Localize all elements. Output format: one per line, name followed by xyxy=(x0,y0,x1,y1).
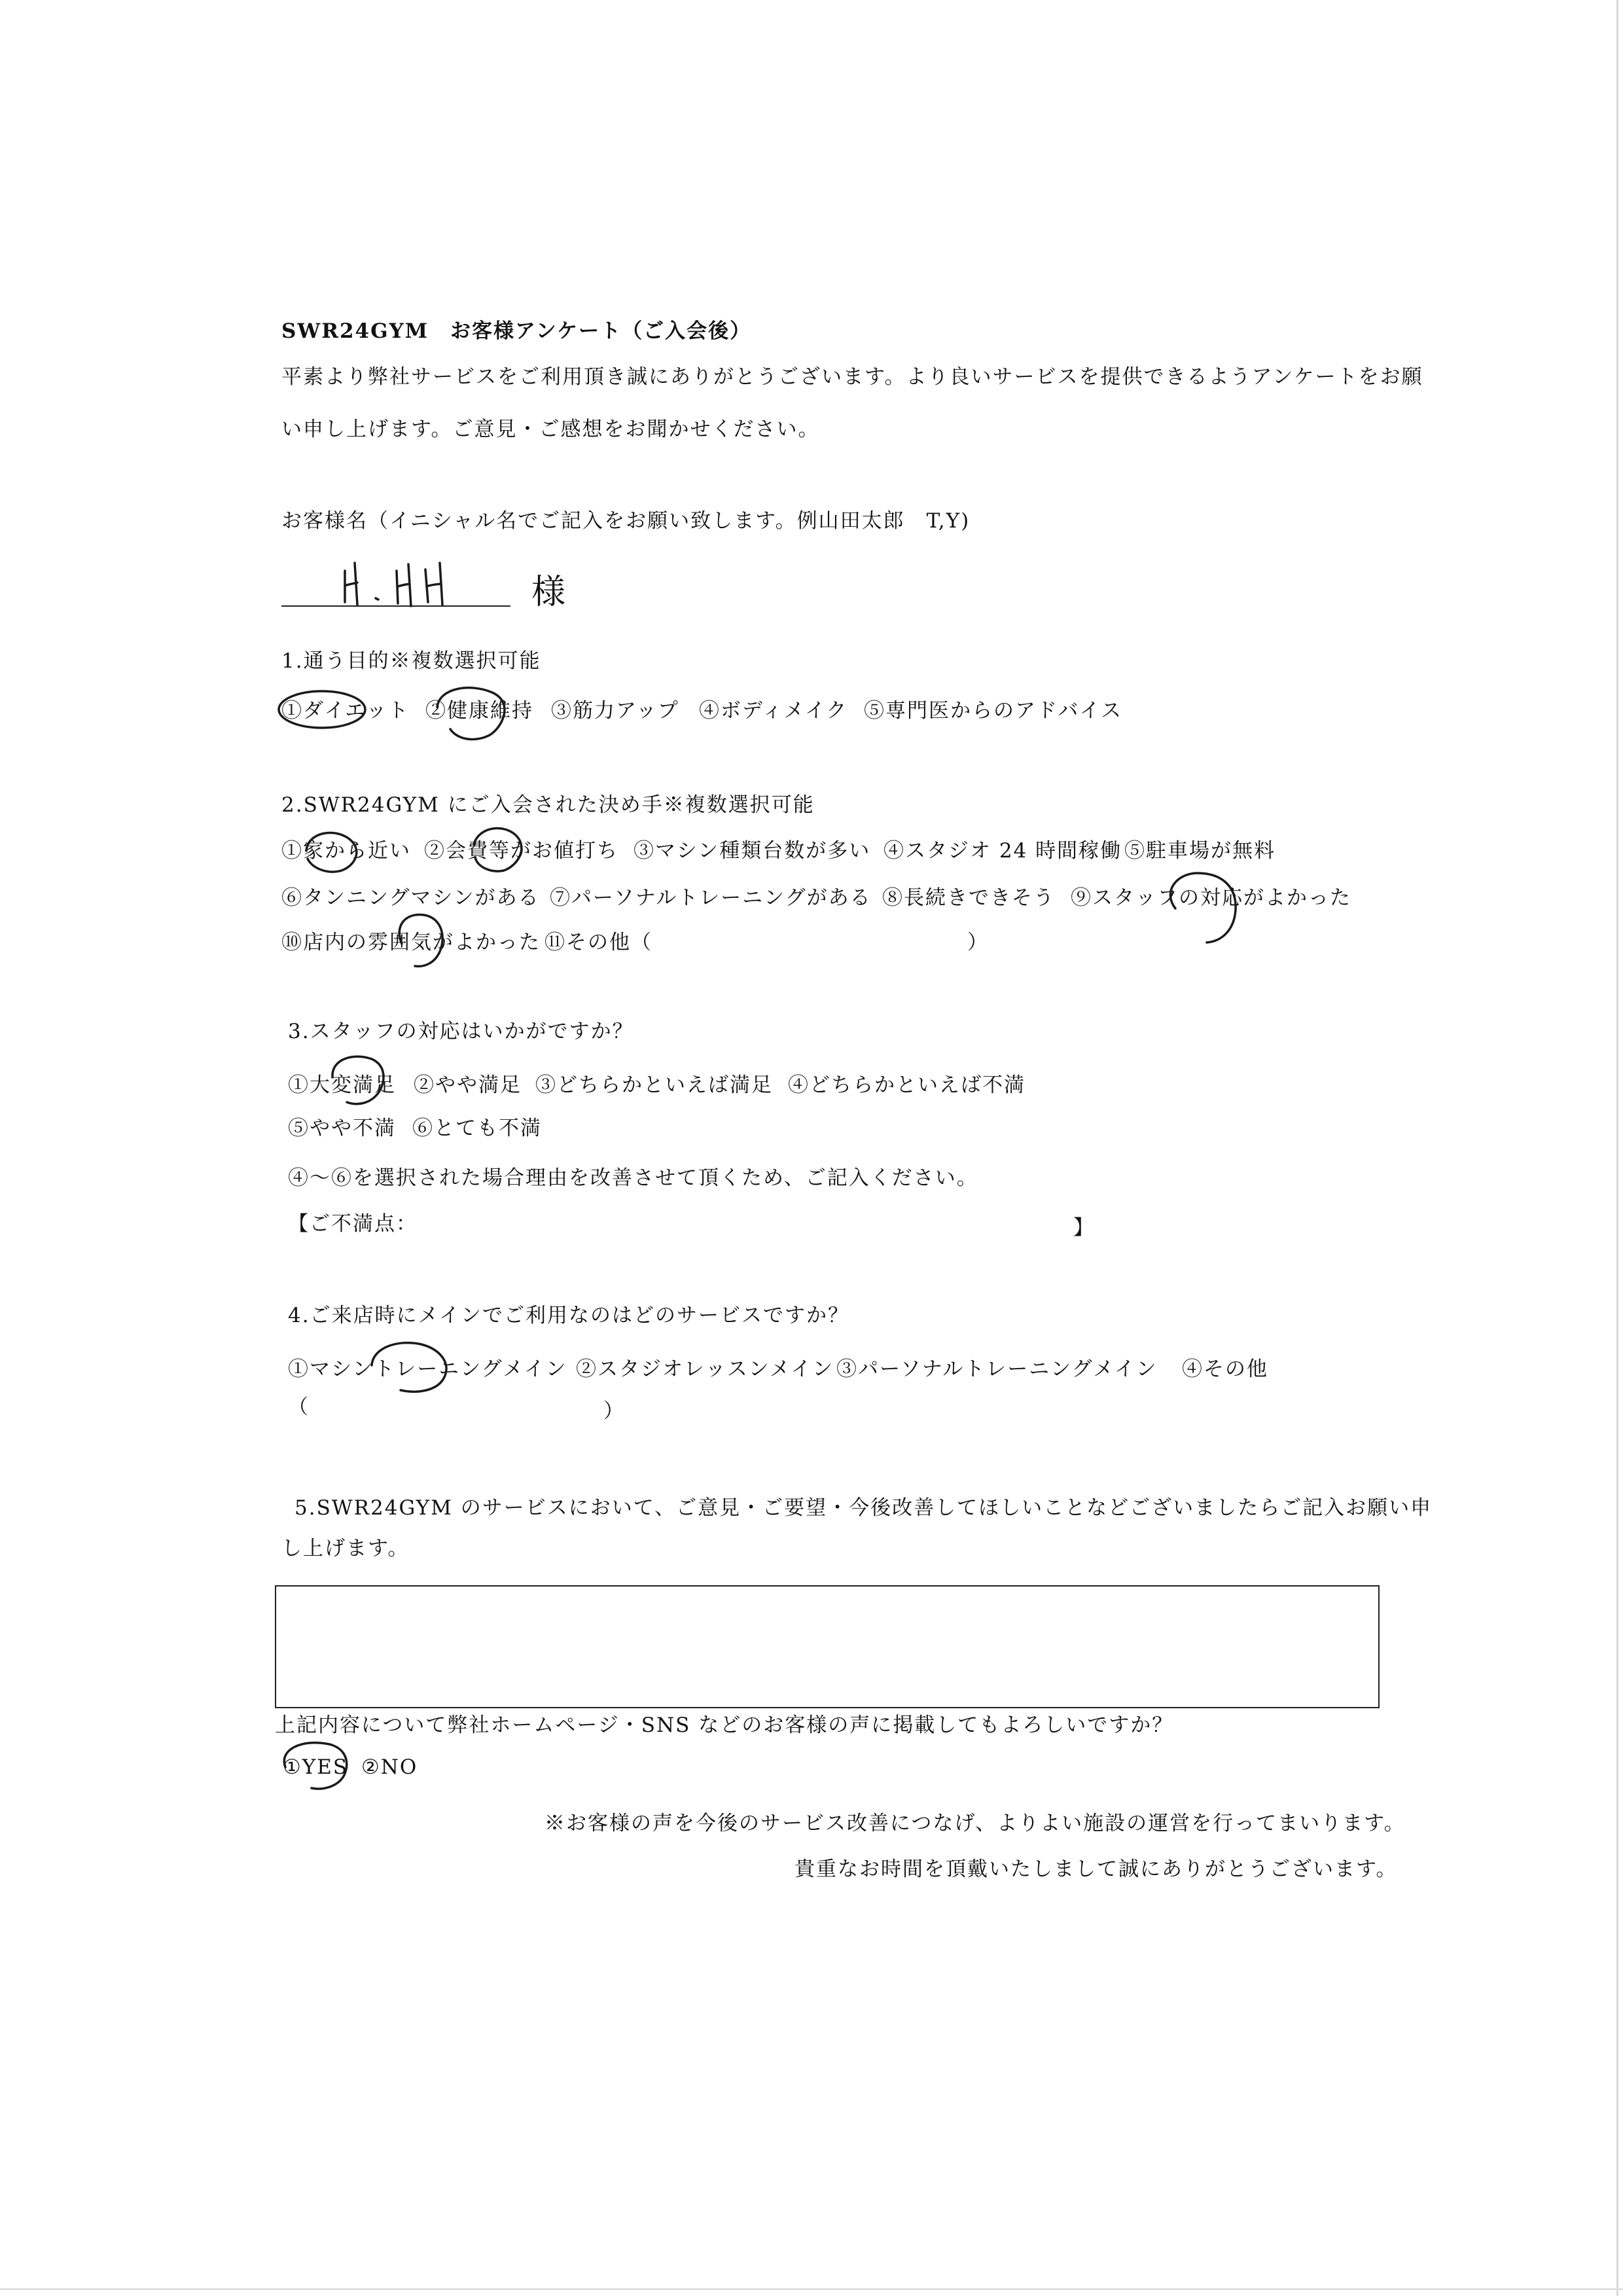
q2-option-tanning[interactable]: ⑥タンニングマシンがある xyxy=(281,886,540,910)
q3-option-very-dissatisfied[interactable]: ⑥とても不満 xyxy=(412,1117,542,1140)
q2-option-near[interactable]: ①家から近い xyxy=(281,839,411,863)
q1-heading: 1.通う目的※複数選択可能 xyxy=(281,649,541,673)
handwritten-name-signature xyxy=(345,563,442,606)
intro-line-2: い申し上げます。ご意見・ご感想をお聞かせください。 xyxy=(281,418,820,441)
q1-option-doctor[interactable]: ⑤専門医からのアドバイス xyxy=(864,699,1123,723)
survey-title: SWR24GYM お客様アンケート（ご入会後） xyxy=(281,319,752,343)
q4-option-studio[interactable]: ②スタジオレッスンメイン xyxy=(576,1357,834,1381)
q1-option-health[interactable]: ②健康維持 xyxy=(425,699,533,723)
q4-other-close: ） xyxy=(603,1399,625,1423)
q2-option-longlasting[interactable]: ⑧長続きできそう xyxy=(882,886,1055,910)
q4-other-open: （ xyxy=(288,1395,310,1419)
q3-dissatisfaction-label: 【ご不満点： xyxy=(288,1212,418,1236)
q2-heading: 2.SWR24GYM にご入会された決め手※複数選択可能 xyxy=(281,793,815,817)
q4-option-other[interactable]: ④その他 xyxy=(1182,1357,1268,1381)
q3-option-very-satisfied[interactable]: ①大変満足 xyxy=(288,1073,396,1097)
q3-note: ④～⑥を選択された場合理由を改善させて頂くため、ご記入ください。 xyxy=(288,1166,978,1190)
q3-option-rather-satisfied[interactable]: ③どちらかといえば満足 xyxy=(535,1073,773,1097)
intro-line-1: 平素より弊社サービスをご利用頂き誠にありがとうございます。より良いサービスを提供できるようアンケートをお願 xyxy=(281,365,1423,389)
customer-honorific: 様 xyxy=(531,573,567,612)
q2-option-other[interactable]: ⑪その他（ xyxy=(544,931,652,954)
q1-option-bodymake[interactable]: ④ボディメイク xyxy=(699,699,848,723)
customer-name-underline xyxy=(281,605,510,607)
scan-edge-bottom xyxy=(0,2288,1623,2290)
customer-name-label: お客様名（イニシャル名でご記入をお願い致します。例山田太郎 T,Y) xyxy=(281,509,971,533)
q4-heading: 4.ご来店時にメインでご利用なのはどのサービスですか？ xyxy=(288,1304,849,1327)
q2-option-atmosphere[interactable]: ⑩店内の雰囲気がよかった xyxy=(281,931,541,954)
publish-no-option[interactable]: ②NO xyxy=(361,1755,418,1779)
q1-option-muscle[interactable]: ③筋力アップ xyxy=(551,699,679,723)
q1-option-diet[interactable]: ①ダイエット xyxy=(281,699,410,723)
q2-option-parking[interactable]: ⑤駐車場が無料 xyxy=(1124,839,1275,863)
q4-option-machine[interactable]: ①マシントレーニングメイン xyxy=(288,1357,567,1381)
q3-dissatisfaction-close: 】 xyxy=(1073,1216,1095,1240)
q5-heading-line-2: し上げます。 xyxy=(281,1537,410,1560)
q4-option-personal[interactable]: ③パーソナルトレーニングメイン xyxy=(836,1357,1158,1381)
q2-option-staff[interactable]: ⑨スタッフの対応がよかった xyxy=(1071,886,1351,910)
q2-option-studio[interactable]: ④スタジオ 24 時間稼働 xyxy=(883,839,1122,863)
q3-heading: 3.スタッフの対応はいかがですか？ xyxy=(288,1020,634,1043)
q2-option-personal[interactable]: ⑦パーソナルトレーニングがある xyxy=(550,886,872,910)
publish-question: 上記内容について弊社ホームページ・SNS などのお客様の声に掲載してもよろしいですか？ xyxy=(275,1713,1174,1737)
q2-other-close: ） xyxy=(967,931,989,954)
q2-option-fee[interactable]: ②会費等がお値打ち xyxy=(424,839,618,863)
scan-edge-right xyxy=(1616,0,1618,2296)
q3-option-somewhat-dissatisfied[interactable]: ⑤やや不満 xyxy=(288,1117,396,1140)
footer-line-2: 貴重なお時間を頂戴いたしまして誠にありがとうございます。 xyxy=(794,1857,1398,1881)
q3-option-somewhat-satisfied[interactable]: ②やや満足 xyxy=(414,1073,522,1097)
q3-option-rather-dissatisfied[interactable]: ④どちらかといえば不満 xyxy=(788,1073,1026,1097)
q5-answer-box[interactable] xyxy=(275,1585,1380,1708)
publish-yes-option[interactable]: ①YES xyxy=(283,1755,349,1779)
q5-heading-line-1: 5.SWR24GYM のサービスにおいて、ご意見・ご要望・今後改善してほしいことなどございましたらご記入お願い申 xyxy=(294,1496,1433,1520)
footer-line-1: ※お客様の声を今後のサービス改善につなげ、よりよい施設の運営を行ってまいります。 xyxy=(544,1812,1406,1835)
q2-option-machines[interactable]: ③マシン種類台数が多い xyxy=(633,839,871,863)
